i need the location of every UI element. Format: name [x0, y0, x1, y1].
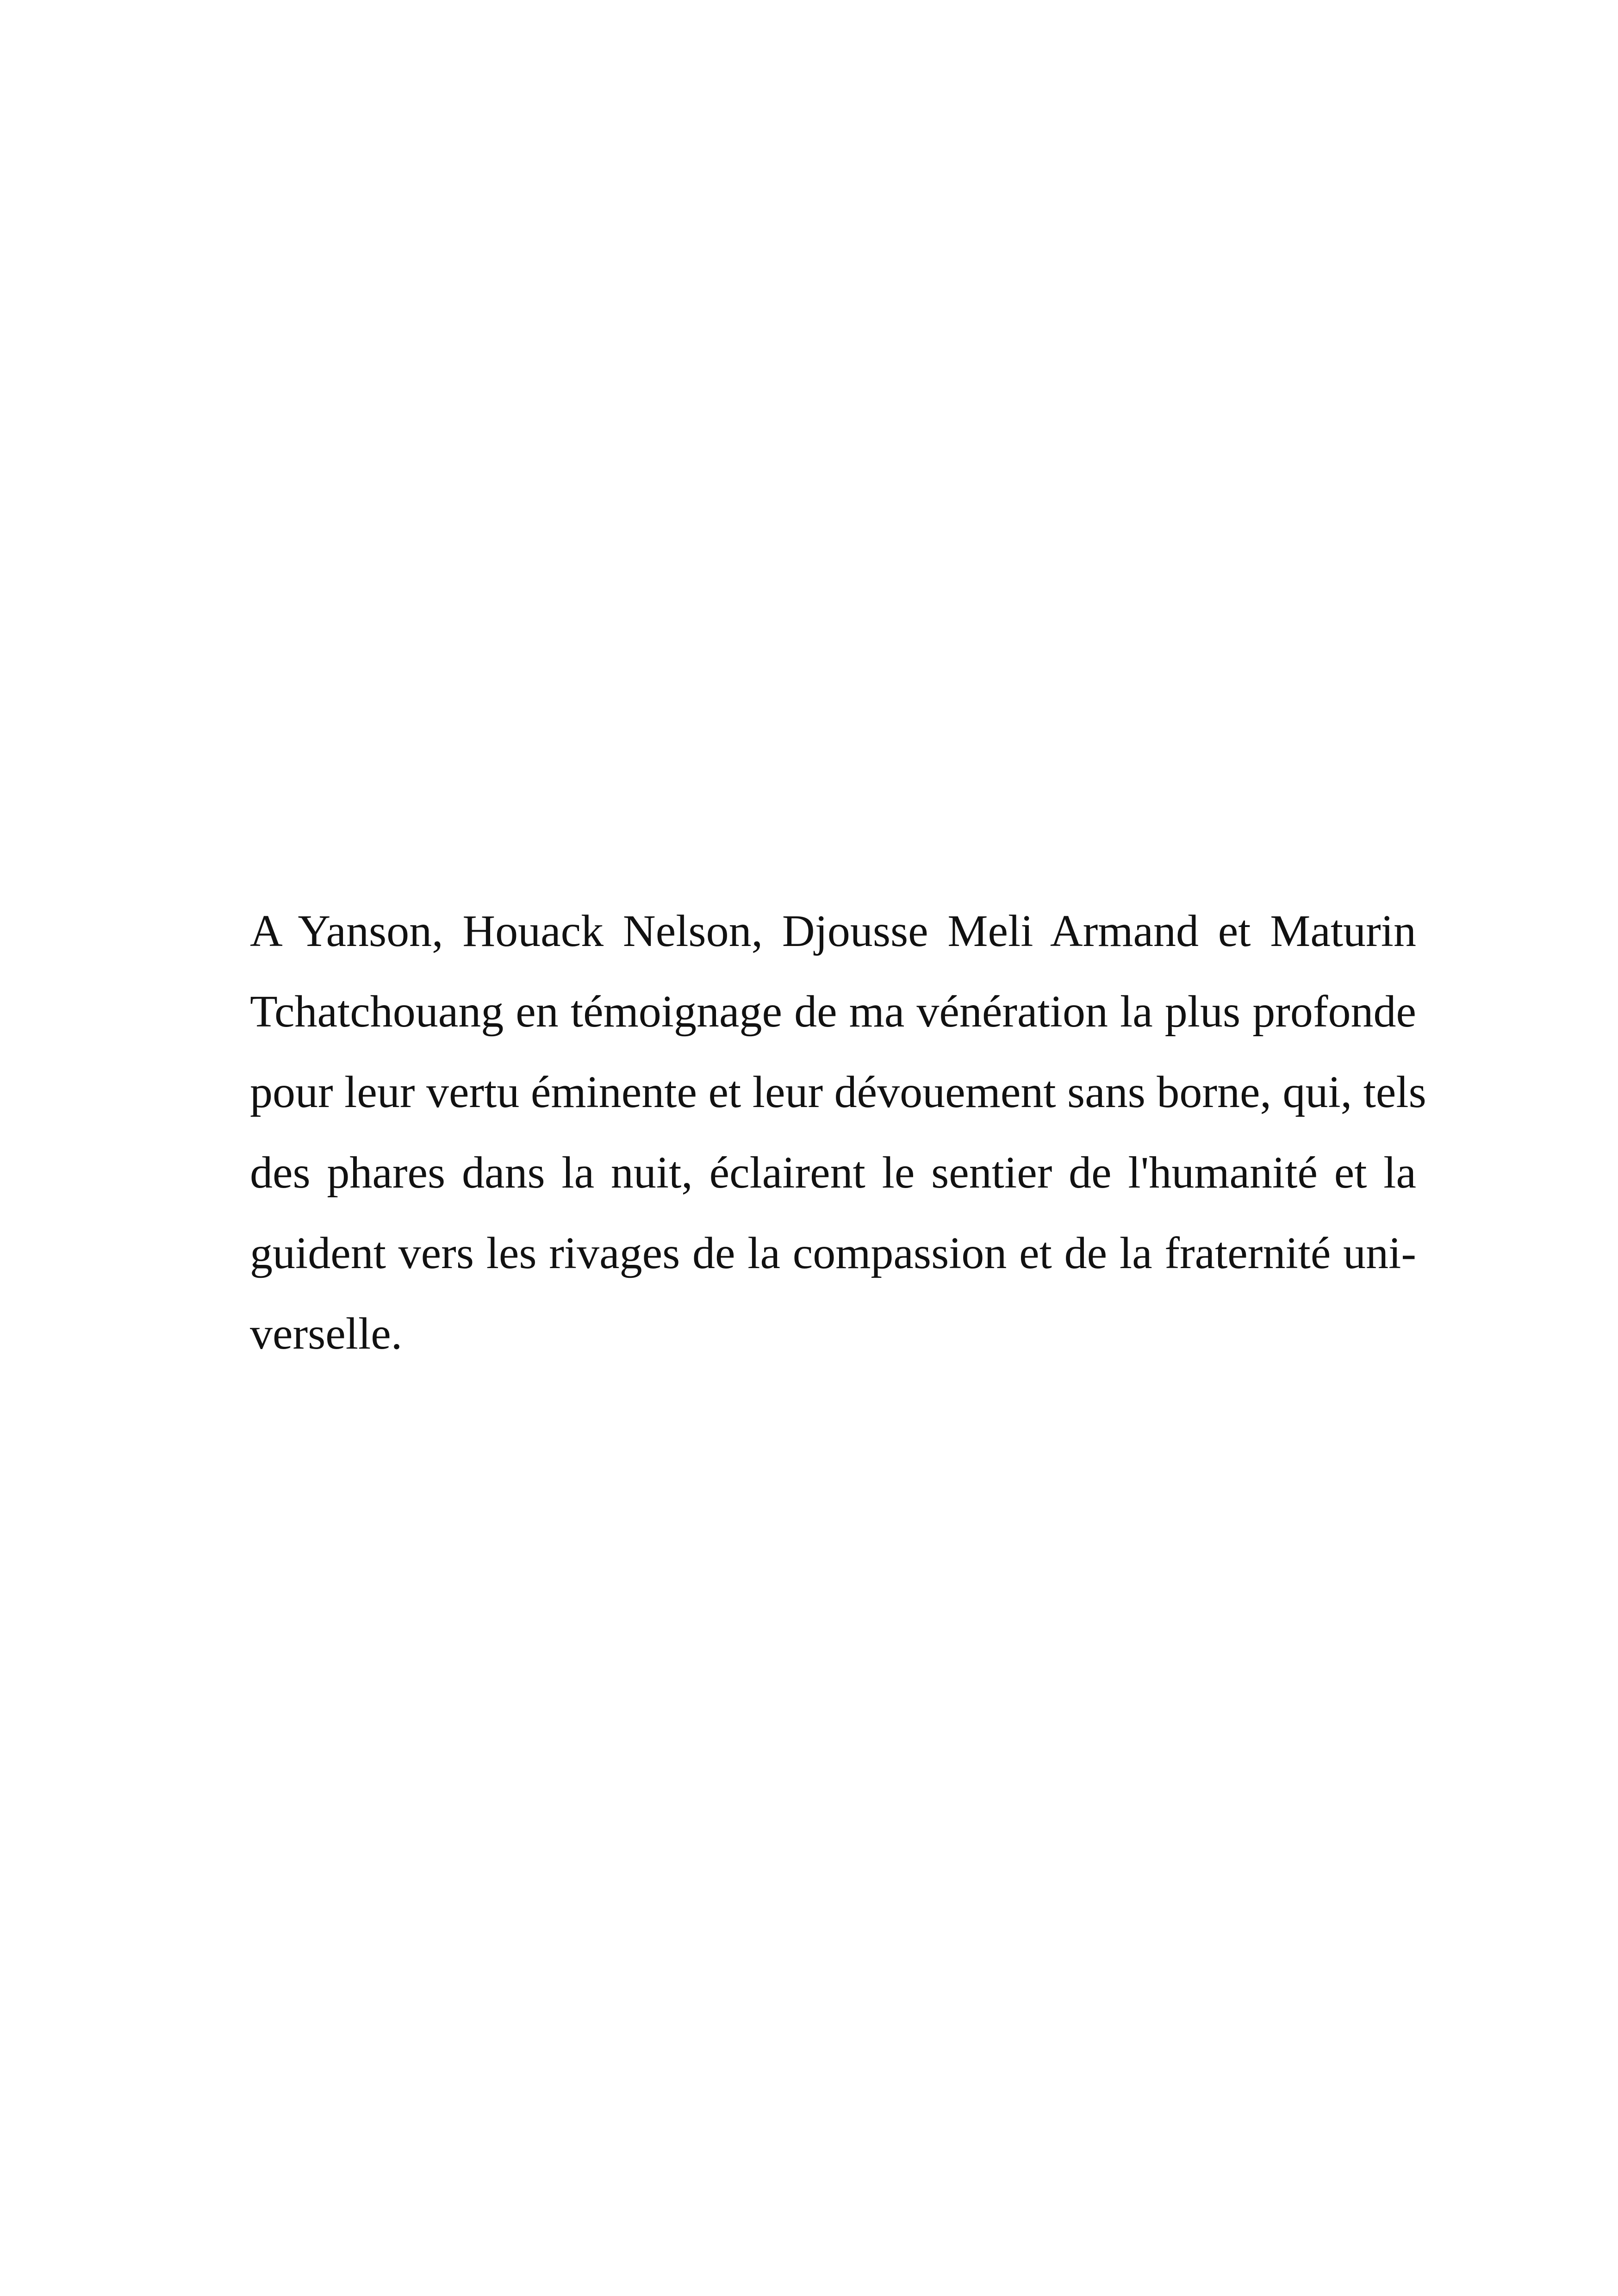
dedication-line: verselle.: [250, 1309, 403, 1359]
dedication-line: pour leur vertu éminente et leur dévouement sans borne, qui, tels: [250, 1067, 1426, 1117]
dedication-line: des phares dans la nuit, éclairent le sentier de l'humanité et la: [250, 1148, 1416, 1198]
dedication-paragraph: [250, 891, 1426, 1374]
dedication-line: Tchatchouang en témoignage de ma vénération la plus profonde: [250, 987, 1416, 1037]
dedication-line: guident vers les rivages de la compassion et de la fraternité uni-: [250, 1228, 1416, 1278]
dedication-line: A Yanson, Houack Nelson, Djousse Meli Armand et Maturin: [250, 906, 1416, 956]
